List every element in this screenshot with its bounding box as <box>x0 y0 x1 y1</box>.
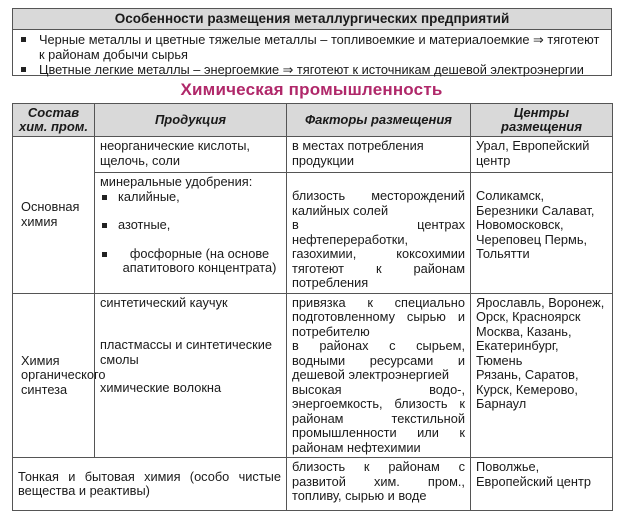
cell-factor: привязка к специально подготовленному сырью и потребителю в районах с сырьем, водными ресурсами и дешевой электроэнергией высокая водо-, энергоемкость, близость к районам текстильной промышленности или к районам нефтехимии <box>287 293 471 458</box>
list-item <box>21 62 605 77</box>
table-row <box>13 293 613 458</box>
list-item: фосфорные (на основе апатитового концентрата) <box>100 247 281 276</box>
cell-product: неорганические кислоты, щелочь, соли <box>95 137 287 173</box>
list-item: азотные, <box>100 218 281 233</box>
cell-centers: Поволжье, Европейский центр <box>471 458 613 511</box>
cell-fine-chem-label: Тонкая и бытовая химия (особо чистые вещества и реактивы) <box>13 458 287 511</box>
list-item-text: Черные металлы и цветные тяжелые металлы – топливоемкие и материалоемкие ⇒ тяготеют к районам добычи сырья <box>39 32 600 62</box>
square-bullet-icon <box>102 252 107 257</box>
metallurgy-title: Особенности размещения металлургических предприятий <box>13 9 611 30</box>
cell-factor <box>287 173 471 294</box>
cell-basic-chem-label: Основная химия <box>13 137 95 294</box>
square-bullet-icon <box>102 195 107 200</box>
cell-centers: Урал, Европейский центр <box>471 137 613 173</box>
list-item-text: Цветные легкие металлы – энергоемкие ⇒ тяготеют к источникам дешевой электроэнергии <box>39 62 584 77</box>
cell-product: синтетический каучук пластмассы и синтетические смолы химические волокна <box>95 293 287 458</box>
square-bullet-icon <box>21 37 26 42</box>
metallurgy-list <box>13 30 611 77</box>
list-item <box>21 32 605 62</box>
table-header-row <box>13 104 613 137</box>
metallurgy-box <box>12 8 612 76</box>
cell-factor: близость к районам с развитой хим. пром., топливу, сырью и воде <box>287 458 471 511</box>
cell-organic-label: Химия органического синтеза <box>13 293 95 458</box>
cell-factor: в местах потребления продукции <box>287 137 471 173</box>
header-products: Продукция <box>95 104 287 137</box>
chem-heading: Химическая промышленность <box>180 80 443 99</box>
fertilizers-intro: минеральные удобрения: <box>100 174 253 189</box>
header-centers: Центры размещения <box>471 104 613 137</box>
cell-centers: Ярославль, Воронеж, Орск, Красноярск Москва, Казань, Екатеринбург, Тюмень Рязань, Саратов, Курск, Кемерово, Барнаул <box>471 293 613 458</box>
factor-text: в центрах нефтепереработки, газохимии, коксохимии тяготеют к районам потребления <box>292 217 465 290</box>
table-row <box>13 137 613 173</box>
cell-product <box>95 173 287 294</box>
table-row <box>13 173 613 294</box>
chem-table <box>12 103 613 511</box>
square-bullet-icon <box>102 223 107 228</box>
list-item: калийные, <box>100 190 281 205</box>
table-row <box>13 458 613 511</box>
cell-centers: Соликамск, Березники Салават, Новомосковск, Череповец Пермь, Тольятти <box>471 173 613 294</box>
header-factors: Факторы размещения <box>287 104 471 137</box>
header-composition: Состав хим. пром. <box>13 104 95 137</box>
square-bullet-icon <box>21 67 26 72</box>
factor-text: близость месторождений калийных солей <box>292 188 465 218</box>
